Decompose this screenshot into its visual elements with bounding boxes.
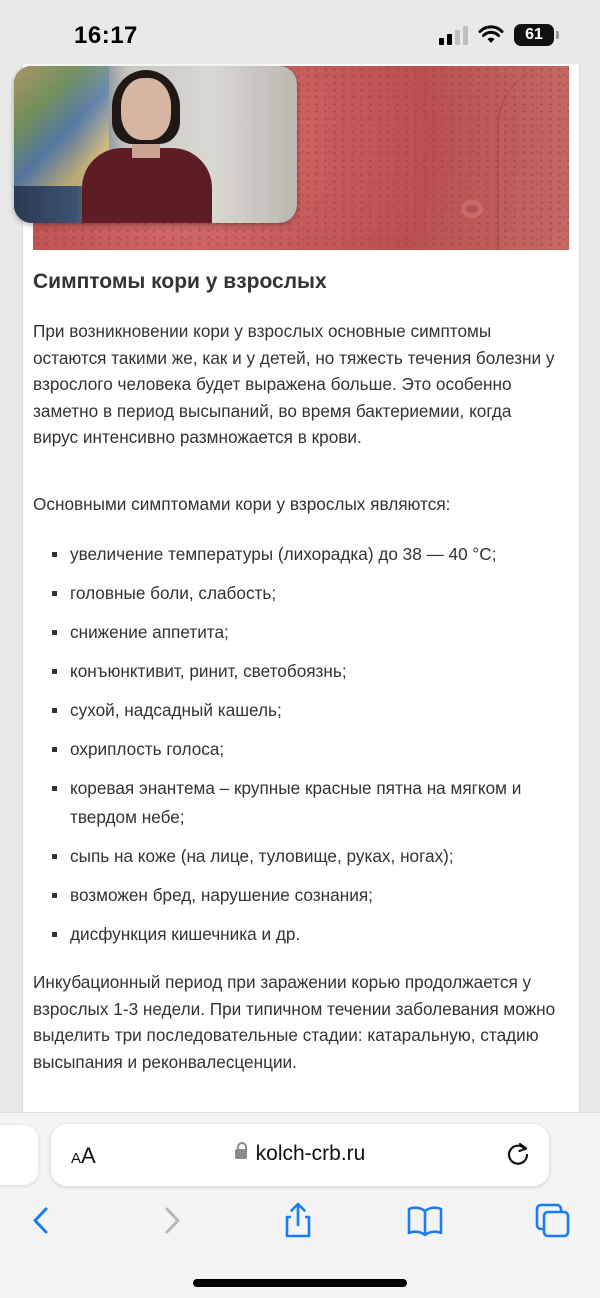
chevron-left-icon[interactable] <box>22 1201 62 1241</box>
list-item: коревая энантема – крупные красные пятна на мягком и твердом небе; <box>52 774 562 832</box>
aa-large-letter: A <box>81 1143 96 1168</box>
list-item: снижение аппетита; <box>52 618 562 647</box>
battery-icon <box>514 24 554 46</box>
browser-bottom-bar <box>0 1112 600 1298</box>
book-icon[interactable] <box>405 1201 445 1241</box>
list-item: сухой, надсадный кашель; <box>52 696 562 725</box>
home-indicator[interactable] <box>193 1279 407 1287</box>
url-text: kolch-crb.ru <box>255 1142 366 1165</box>
status-bar <box>0 0 600 64</box>
article-paragraph: Основными симптомами кори у взрослых являются: <box>33 494 451 514</box>
aa-small-letter: A <box>71 1150 82 1167</box>
list-item: возможен бред, нарушение сознания; <box>52 881 562 910</box>
article-paragraph: При возникновении кори у взрослых основные симптомы остаются такими же, как и у детей, но тяжесть течения болезни у взрослого человека будет выражена больше. Это особенно заметно в период высыпаний, во время бактериемии, когда вирус интенсивно размножается в крови. <box>33 321 555 447</box>
status-icons <box>439 24 554 46</box>
previous-tab-preview[interactable] <box>0 1125 38 1185</box>
battery-level: 61 <box>525 26 543 43</box>
wifi-icon <box>478 25 504 45</box>
symptoms-list <box>52 540 562 959</box>
list-item: сыпь на коже (на лице, туловище, руках, ногах); <box>52 842 562 871</box>
list-item: охриплость голоса; <box>52 735 562 764</box>
chevron-right-icon[interactable] <box>152 1201 192 1241</box>
cellular-signal-icon <box>439 25 468 45</box>
status-time: 16:17 <box>74 22 138 49</box>
list-item: головные боли, слабость; <box>52 579 562 608</box>
lock-icon <box>235 1149 247 1159</box>
list-item: увеличение температуры (лихорадка) до 38 — 40 °C; <box>52 540 562 569</box>
list-item: конъюнктивит, ринит, светобоязнь; <box>52 657 562 686</box>
url-display[interactable] <box>51 1142 549 1166</box>
reload-icon[interactable] <box>505 1141 531 1167</box>
picture-in-picture-video[interactable] <box>14 66 297 223</box>
browser-toolbar <box>0 1201 600 1241</box>
article-heading: Симптомы кори у взрослых <box>33 270 327 293</box>
share-icon[interactable] <box>278 1201 318 1241</box>
tabs-icon[interactable] <box>533 1201 573 1241</box>
address-bar[interactable] <box>51 1124 549 1186</box>
article-paragraph: Инкубационный период при заражении корью продолжается у взрослых 1-3 недели. При типичном течении заболевания можно выделить три последовательные стадии: катаральную, стадию высыпания и реконвалесценции. <box>33 972 556 1072</box>
list-item: дисфункция кишечника и др. <box>52 920 562 949</box>
